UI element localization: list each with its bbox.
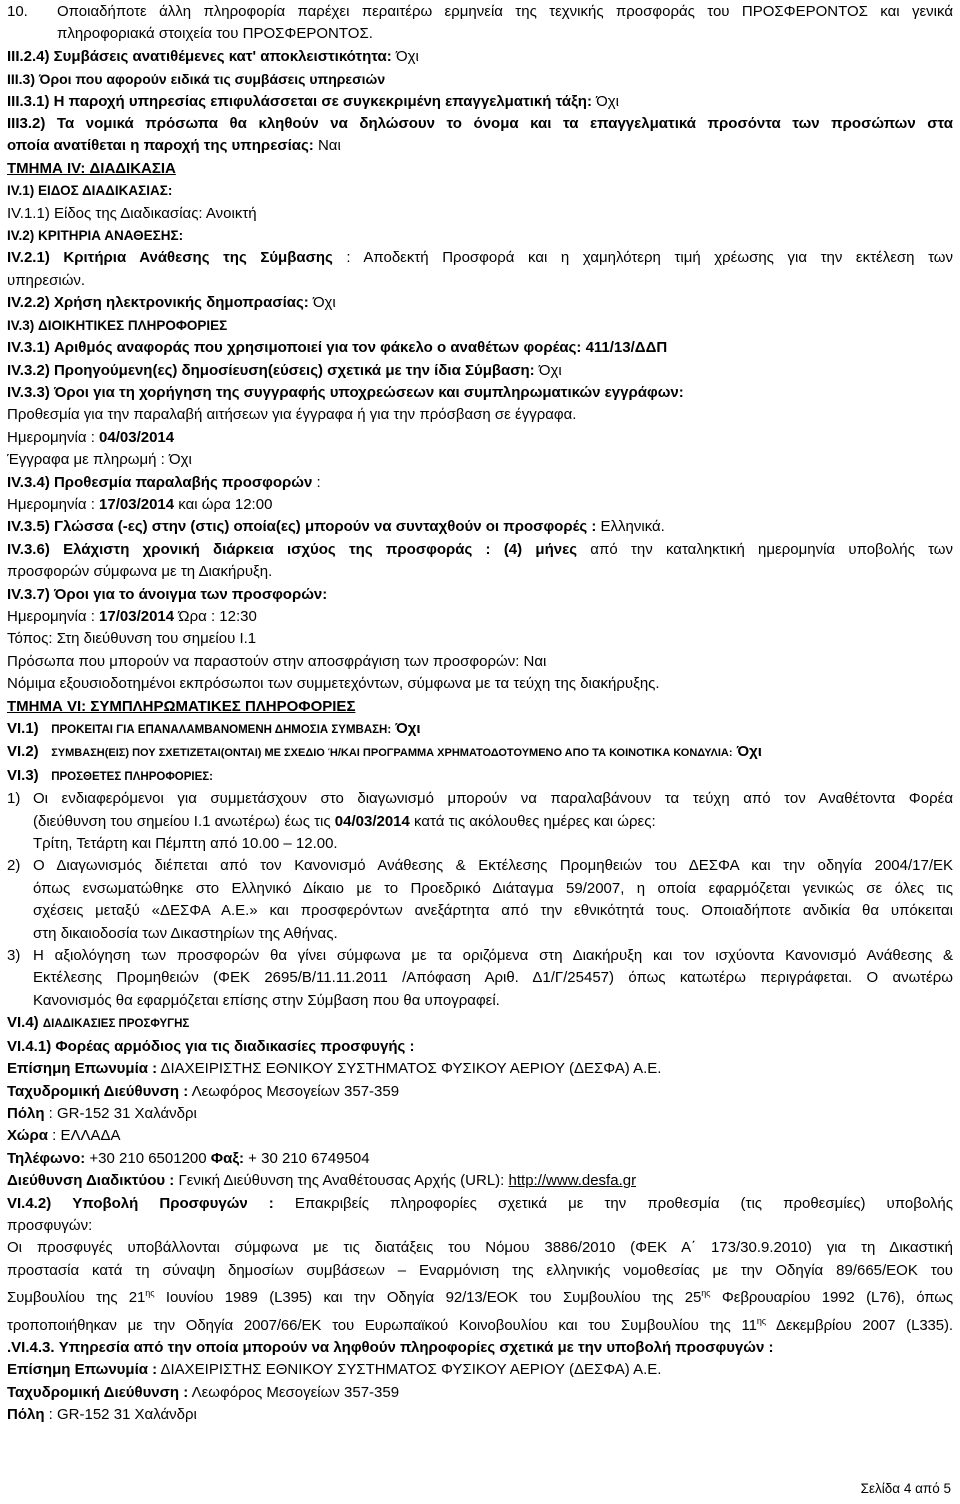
vi-4-2-line-1: VI.4.2) Υποβολή Προσφυγών : Επακριβείς πληροφορίες σχετικά με την προθεσμία (τις προθεσμίες) υποβολής xyxy=(7,1194,953,1212)
iv-2-heading: IV.2) ΚΡΙΤΗΡΙΑ ΑΝΑΘΕΣΗΣ: xyxy=(7,228,184,244)
note-1-line-2: (διεύθυνση του σημείου Ι.1 ανωτέρω) έως τις 04/03/2014 κατά τις ακόλουθες ημέρες και ώρες: xyxy=(33,812,656,830)
vi-4-1-name: Επίσημη Επωνυμία : ΔΙΑΧΕΙΡΙΣΤΗΣ ΕΘΝΙΚΟΥ ΣΥΣΤΗΜΑΤΟΣ ΦΥΣΙΚΟΥ ΑΕΡΙΟΥ (ΔΕΣΦΑ) Α.Ε. xyxy=(7,1060,662,1078)
iv-3-3-paid: Έγγραφα με πληρωμή : Όχι xyxy=(7,451,192,469)
vi-4-1-heading: VI.4.1) Φορέας αρμόδιος για τις διαδικασίες προσφυγής : xyxy=(7,1037,415,1055)
vi-4-1-city: Πόλη : GR-152 31 Χαλάνδρι xyxy=(7,1104,197,1122)
vi-4-3-heading: .VI.4.3. Υπηρεσία από την οποία μπορούν να ληφθούν πληροφορίες σχετικά με την υποβολή προσφυγών : xyxy=(7,1338,774,1356)
desfa-link[interactable]: http://www.desfa.gr xyxy=(508,1172,637,1190)
note-3-number: 3) xyxy=(7,947,21,965)
item-10-line-1: Οποιαδήποτε άλλη πληροφορία παρέχει περαιτέρω ερμηνεία της τεχνικής προσφοράς του ΠΡΟΣΦΕΡΟΝΤΟΣ και γενικά xyxy=(57,3,953,20)
iv-3-3-text: Προθεσμία για την παραλαβή αιτήσεων για έγγραφα ή για την πρόσβαση σε έγγραφα. xyxy=(7,406,577,424)
note-1-line-1: Οι ενδιαφερόμενοι για συμμετάσχουν στο διαγωνισμό μπορούν να παραλαβάνουν τα τεύχη από τον Αναθέτοντα Φορέα xyxy=(33,790,953,808)
iv-3-7-reps: Νόμιμα εξουσιοδοτημένοι εκπρόσωποι των συμμετεχόντων, σύμφωνα με τα τεύχη της διακήρυξης. xyxy=(7,675,660,693)
section-iv-title: ΤΜΗΜΑ IV: ΔΙΑΔΙΚΑΣΙΑ xyxy=(7,159,176,177)
vi-4-3-address: Ταχυδρομική Διεύθυνση : Λεωφόρος Μεσογείων 357-359 xyxy=(7,1383,400,1401)
vi-4-2-line-5: Συμβουλίου της $21^{\eta\varsigma}$ Ιουνίου 1989 (L395) και την Οδηγία 92/13/ΕΟΚ του Συμβουλίου της $25^{\eta\varsigma}$ Φεβρουαρίου 1992 (L76), όπως xyxy=(7,1288,953,1307)
iv-2-1-line-1: IV.2.1) Κριτήρια Ανάθεσης της Σύμβασης : Αποδεκτή Προσφορά και η χαμηλότερη τιμή χρέωσης για την εκτέλεση των xyxy=(7,249,953,267)
iv-3-3-heading: IV.3.3) Όροι για τη χορήγηση της συγγραφής υποχρεώσεων και συμπληρωματικών εγγράφων: xyxy=(7,383,684,401)
iii-3-heading: ΙΙΙ.3) Όροι που αφορούν ειδικά τις συμβάσεις υπηρεσιών xyxy=(7,71,386,88)
iv-3-heading: IV.3) ΔΙΟΙΚΗΤΙΚΕΣ ΠΛΗΡΟΦΟΡΙΕΣ xyxy=(7,317,228,333)
iv-3-1-line: IV.3.1) Αριθμός αναφοράς που χρησιμοποιεί για τον φάκελο ο αναθέτων φορέας: 411/13/ΔΔΠ xyxy=(7,339,668,357)
vi-4-2-line-4: προστασία κατά τη σύναψη δημοσίων συμβάσεων – Εναρμόνιση της ελληνικής νομοθεσίας με την Οδηγία 89/665/ΕΟΚ του xyxy=(7,1261,953,1279)
vi-4-2-line-6: τροποποιήθηκαν με την Οδηγία 2007/66/ΕΚ του Ευρωπαϊκού Κοινοβουλίου και του Συμβουλίου της $11^{\eta\varsigma}$ Δεκεμβρίου 2007 (L335). xyxy=(7,1315,953,1334)
note-2-line-4: στη δικαιοδοσία των Δικαστηρίων της Αθήνας. xyxy=(33,924,338,942)
note-2-number: 2) xyxy=(7,857,21,875)
vi-4-3-name: Επίσημη Επωνυμία : ΔΙΑΧΕΙΡΙΣΤΗΣ ΕΘΝΙΚΟΥ ΣΥΣΤΗΜΑΤΟΣ ΦΥΣΙΚΟΥ ΑΕΡΙΟΥ (ΔΕΣΦΑ) Α.Ε. xyxy=(7,1361,662,1379)
document-page xyxy=(7,0,953,1427)
note-2-line-3: σχέσεις μεταξύ «ΔΕΣΦΑ Α.Ε.» και προσφερόντων ανεξάρτητα από την εθνικότητά τους. Οποιαδήποτε ανδικία θα υπόκειται xyxy=(33,902,953,920)
iv-3-7-heading: IV.3.7) Όροι για το άνοιγμα των προσφορών: xyxy=(7,585,328,603)
vi-4-2-line-3: Οι προσφυγές υποβάλλονται σύμφωνα με τις διατάξεις του Νόμου 3886/2010 (ΦΕΚ Α΄ 173/30.9.2010) για τη Δικαστική xyxy=(7,1239,953,1257)
note-1-number: 1) xyxy=(7,790,21,808)
iv-3-7-place: Τόπος: Στη διεύθυνση του σημείου Ι.1 xyxy=(7,630,257,648)
vi-1-line: VI.1) ΠΡΟΚΕΙΤΑΙ ΓΙΑ ΕΠΑΝΑΛΑΜΒΑΝΟΜΕΝΗ ΔΗΜΟΣΙΑ ΣΥΜΒΑΣΗ: Όχι xyxy=(7,720,421,737)
vi-4-1-phone: Τηλέφωνο: +30 210 6501200 Φαξ: + 30 210 6749504 xyxy=(7,1149,370,1167)
note-3 xyxy=(7,945,953,1012)
note-3-line-3: Κανονισμός θα εφαρμόζεται επίσης στην Σύμβαση που θα υπογραφεί. xyxy=(33,991,500,1009)
note-2 xyxy=(7,855,953,945)
section-vi-title: ΤΜΗΜΑ VI: ΣΥΜΠΛΗΡΩΜΑΤΙΚΕΣ ΠΛΗΡΟΦΟΡΙΕΣ xyxy=(7,697,356,715)
iv-2-1-line-2: υπηρεσιών. xyxy=(7,271,86,289)
note-1 xyxy=(7,788,953,855)
note-2-line-2: όπως ενσωματώθηκε στο Ελληνικό Δίκαιο με το Προεδρικό Διάταγμα 59/2007, η οποία εφαρμόζεται γενικώς σε όλες τις xyxy=(33,879,953,897)
item-10-number: 10. xyxy=(7,3,28,20)
vi-4-1-country: Χώρα : ΕΛΛΑΔΑ xyxy=(7,1127,121,1145)
iii-2-4-line: ΙΙΙ.2.4) Συμβάσεις ανατιθέμενες κατ' αποκλειστικότητα: Όχι xyxy=(7,47,419,65)
note-2-line-1: Ο Διαγωνισμός διέπεται από τον Κανονισμό Ανάθεσης & Εκτέλεσης Προμηθειών του ΔΕΣΦΑ και την οδηγία 2004/17/ΕΚ xyxy=(33,857,953,875)
iv-2-2-line: IV.2.2) Χρήση ηλεκτρονικής δημοπρασίας: Όχι xyxy=(7,294,336,312)
iv-3-6-line-1: IV.3.6) Ελάχιστη χρονική διάρκεια ισχύος της προσφοράς : (4) μήνες από την καταληκτική ημερομηνία υποβολής των xyxy=(7,540,953,558)
iv-3-7-date: Ημερομηνία : 17/03/2014 Ώρα : 12:30 xyxy=(7,607,257,625)
vi-4-3-city: Πόλη : GR-152 31 Χαλάνδρι xyxy=(7,1406,197,1424)
iii-3-2-line-1: ΙΙΙ3.2) Τα νομικά πρόσωπα θα κληθούν να δηλώσουν το όνομα και τα επαγγελματικά προσόντα των προσώπων στα xyxy=(7,115,953,133)
vi-3-line: VI.3) ΠΡΟΣΘΕΤΕΣ ΠΛΗΡΟΦΟΡΙΕΣ: xyxy=(7,766,213,784)
iv-3-4-heading: IV.3.4) Προθεσμία παραλαβής προσφορών : xyxy=(7,473,321,491)
item-10 xyxy=(7,1,953,46)
vi-2-line: VI.2) ΣΥΜΒΑΣΗ(ΕΙΣ) ΠΟΥ ΣΧΕΤΙΖΕΤΑΙ(ΟΝΤΑΙ) ΜΕ ΣΧΕΔΙΟ Ή/ΚΑΙ ΠΡΟΓΡΑΜΜΑ ΧΡΗΜΑΤΟΔΟΤΟΥΜΕΝΟ ΑΠΟ ΤΑ ΚΟΙΝΟΤΙΚΑ ΚΟΝΔΥΛΙΑ: Όχι xyxy=(7,743,762,761)
iv-3-3-date: Ημερομηνία : 04/03/2014 xyxy=(7,428,175,446)
vi-4-2-line-2: προσφυγών: xyxy=(7,1216,93,1234)
iv-3-4-date: Ημερομηνία : 17/03/2014 και ώρα 12:00 xyxy=(7,495,273,513)
iii-3-2-line-2: οποία ανατίθεται η παροχή της υπηρεσίας: Ναι xyxy=(7,137,341,155)
iv-1-1-line: IV.1.1) Είδος της Διαδικασίας: Ανοικτή xyxy=(7,204,257,222)
iv-1-heading: IV.1) ΕΙΔΟΣ ΔΙΑΔΙΚΑΣΙΑΣ: xyxy=(7,183,173,199)
vi-4-line: VI.4) ΔΙΑΔΙΚΑΣΙΕΣ ΠΡΟΣΦΥΓΗΣ xyxy=(7,1014,190,1032)
vi-4-1-web: Διεύθυνση Διαδικτύου : Γενική Διεύθυνση της Αναθέτουσας Αρχής (URL): http://www.desfa.gr xyxy=(7,1172,637,1190)
iv-3-7-persons: Πρόσωπα που μπορούν να παραστούν στην αποσφράγιση των προσφορών: Ναι xyxy=(7,652,547,670)
page-number: Σελίδα 4 από 5 xyxy=(860,1481,951,1496)
note-3-line-2: Εκτέλεσης Προμηθειών (ΦΕΚ 2695/Β/11.11.2011 /Απόφαση Αριθ. Δ1/Γ/25457) όπως κατωτέρω περιγράφεται. Ο ανωτέρω xyxy=(33,969,953,987)
iv-3-2-line: IV.3.2) Προηγούμενη(ες) δημοσίευση(εύσεις) σχετικά με την ίδια Σύμβαση: Όχι xyxy=(7,361,562,379)
vi-4-1-address: Ταχυδρομική Διεύθυνση : Λεωφόρος Μεσογείων 357-359 xyxy=(7,1082,400,1100)
iii-3-1-line: ΙΙΙ.3.1) Η παροχή υπηρεσίας επιφυλάσσεται σε συγκεκριμένη επαγγελματική τάξη: Όχι xyxy=(7,92,619,110)
iv-3-6-line-2: προσφορών σύμφωνα με τη Διακήρυξη. xyxy=(7,563,273,581)
item-10-line-2: πληροφοριακά στοιχεία του ΠΡΟΣΦΕΡΟΝΤΟΣ. xyxy=(57,25,373,43)
iv-3-5-line: IV.3.5) Γλώσσα (-ες) στην (στις) οποία(ες) μπορούν να συνταχθούν οι προσφορές : Ελληνικά. xyxy=(7,518,665,536)
note-1-line-3: Τρίτη, Τετάρτη και Πέμπτη από 10.00 – 12.00. xyxy=(33,835,338,853)
note-3-line-1: Η αξιολόγηση των προσφορών θα γίνει σύμφωνα με τα οριζόμενα στη Διακήρυξη και τον ισχύοντα Κανονισμό Ανάθεσης & xyxy=(33,947,953,965)
